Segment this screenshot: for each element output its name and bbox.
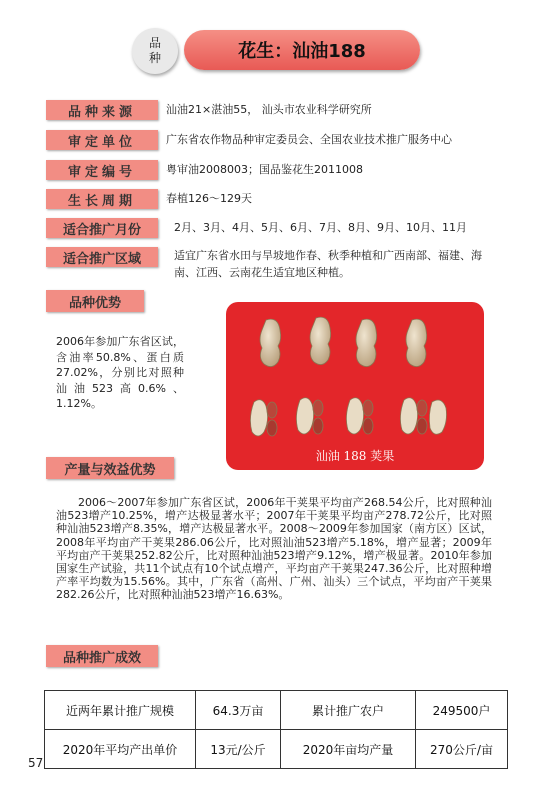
- label-approval-number: 审定编号: [46, 160, 158, 180]
- advantages-text: 2006年参加广东省区试，含油率50.8%、蛋白质27.02%，分别比对照种汕油523高0.6%、1.12%。: [56, 335, 184, 411]
- table-cell: 近两年累计推广规模: [45, 691, 196, 730]
- photo-caption: 汕油 188 荚果: [315, 449, 395, 463]
- label-growth-period: 生长周期: [46, 189, 158, 209]
- promotion-table: [44, 690, 508, 769]
- value-growth-period: 春植126～129天: [166, 192, 252, 205]
- label-regions: 适合推广区域: [46, 247, 158, 267]
- table-cell: 64.3万亩: [196, 691, 281, 730]
- peanut-photo: [226, 302, 484, 470]
- value-approval-number: 粤审油2008003；国品鉴花生2011008: [166, 163, 363, 176]
- label-approval-unit: 审定单位: [46, 130, 158, 150]
- page-title: 花生：汕油188: [184, 30, 420, 70]
- table-cell: 270公斤/亩: [416, 730, 508, 769]
- value-approval-unit: 广东省农作物品种审定委员会、全国农业技术推广服务中心: [166, 133, 452, 146]
- category-label: 品 种: [148, 36, 161, 65]
- section-promotion: 品种推广成效: [46, 645, 158, 667]
- section-yield: 产量与效益优势: [46, 457, 174, 479]
- peanut-pods-illustration: [226, 302, 484, 470]
- table-cell: 13元/公斤: [196, 730, 281, 769]
- table-cell: 累计推广农户: [281, 691, 416, 730]
- page-number: 57: [28, 756, 44, 770]
- label-origin: 品种来源: [46, 100, 158, 120]
- table-cell: 249500户: [416, 691, 508, 730]
- table-cell: 2020年亩均产量: [281, 730, 416, 769]
- table-cell: 2020年平均产出单价: [45, 730, 196, 769]
- category-badge: [132, 28, 178, 74]
- table-row: [45, 691, 508, 730]
- value-regions: 适宜广东省水田与旱坡地作春、秋季种植和广西南部、福建、海南、江西、云南花生适宜地区种植。: [174, 249, 482, 279]
- value-months: 2月、3月、4月、5月、6月、7月、8月、9月、10月、11月: [174, 221, 467, 234]
- value-origin: 汕油21×湛油55， 汕头市农业科学研究所: [166, 103, 372, 116]
- label-months: 适合推广月份: [46, 218, 158, 238]
- section-advantages: 品种优势: [46, 290, 144, 312]
- yield-text: 2006～2007年参加广东省区试，2006年干荚果平均亩产268.54公斤，比对照种汕油523增产10.25%，增产达极显著水平；2007年干荚果平均亩产278.72公斤，比对照种汕油523增产8.35%，增产达极显著水平。2008～2009年参加国家（南方区）区试，2008年平均亩产干荚果286.06公斤，比对照汕油523增产5.18%，增产显著；2009年平均亩产干荚果252.82公斤，比对照种汕油523增产9.12%，增产极显著。2010年参加国家生产试验，共11个试点有10个试点增产，平均亩产干荚果247.36公斤，比对照种增产率平均数为15.56%。其中，广东省（高州、广州、汕头）三个试点，平均亩产干荚果282.26公斤，比对照种汕油523增产16.63%。: [56, 496, 492, 602]
- table-row: [45, 730, 508, 769]
